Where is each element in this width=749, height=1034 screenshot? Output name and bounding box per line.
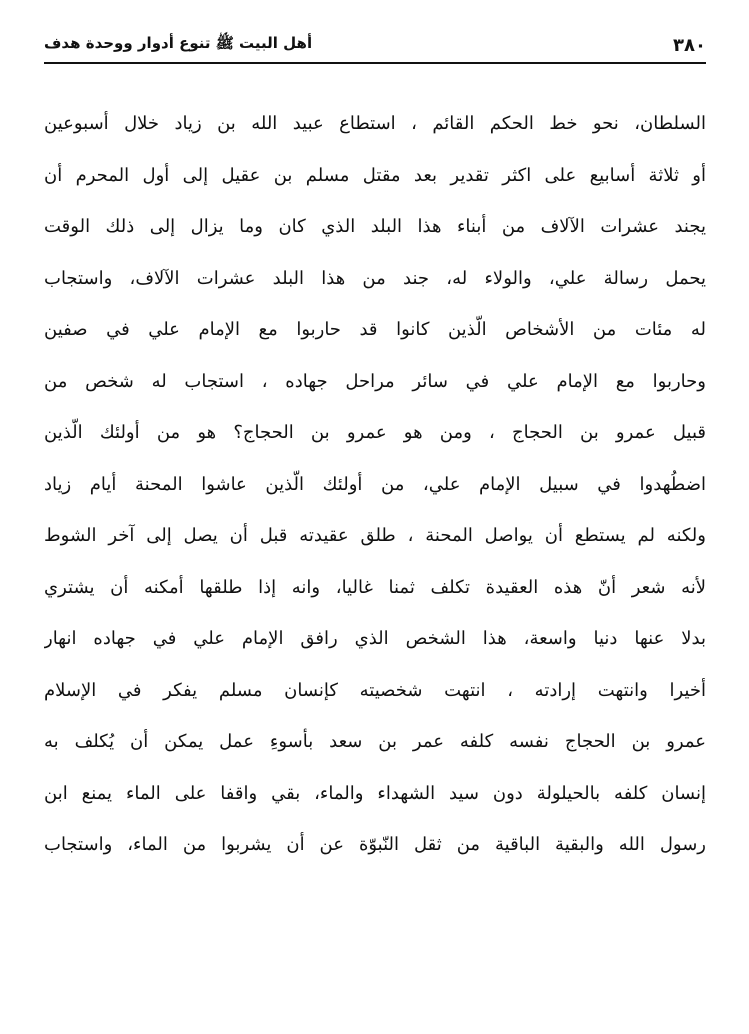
text-line: قبيل عمرو بن الحجاج ، ومن هو عمرو بن الحجاج؟ هو من أولئك الّذين (44, 422, 706, 443)
text-line: ولكنه لم يستطع أن يواصل المحنة ، طلق عقيدته قبل أن يصل إلى آخر الشوط (44, 525, 706, 546)
text-line: أخيرا وانتهت إرادته ، انتهت شخصيته كإنسان مسلم يفكر في الإسلام (44, 679, 706, 701)
page-number: ٣٨٠ (673, 34, 706, 56)
text-line: وحاربوا مع الإمام علي في سائر مراحل جهاده ، استجاب له شخص من (44, 370, 706, 392)
text-line: عمرو بن الحجاج نفسه كلفه عمر بن سعد بأسوءِ عمل يمكن أن يُكلف به (44, 731, 706, 752)
text-line: اضطُهدوا في سبيل الإمام علي، من أولئك الّذين عاشوا المحنة أيام زياد (44, 473, 706, 495)
text-line: رسول الله والبقية الباقية من ثقل النّبوّة عن أن يشربوا من الماء، واستجاب (44, 834, 706, 855)
running-title: أهل البيت ﷺ تنوع أدوار ووحدة هدف (44, 34, 313, 52)
text-line: يجند عشرات الآلاف من أبناء هذا البلد الذي كان وما يزال إلى ذلك الوقت (44, 216, 706, 237)
text-line: السلطان، نحو خط الحكم القائم ، استطاع عبيد الله بن زياد خلال أسبوعين (44, 113, 706, 134)
text-line: إنسان كلفه بالحيلولة دون سيد الشهداء والماء، بقي واقفا على الماء يمنع ابن (44, 782, 706, 804)
text-line: يحمل رسالة علي، والولاء له، جند من هذا البلد عشرات الآلاف، واستجاب (44, 267, 706, 289)
body-text (44, 98, 706, 871)
text-line: أو ثلاثة أسابيع على اكثر تقدير بعد مقتل مسلم بن عقيل إلى أول المحرم أن (44, 164, 706, 186)
header-divider (44, 62, 706, 64)
page-header (44, 28, 706, 62)
text-line: بدلا عنها دنيا واسعة، هذا الشخص الذي رافق الإمام علي في جهاده انهار (44, 628, 706, 649)
text-line: له مئات من الأشخاص الّذين كانوا قد حاربوا مع الإمام علي في صفين (44, 319, 706, 340)
text-line: لأنه شعر أنّ هذه العقيدة تكلف ثمنا غاليا، وانه إذا طلقها أمكنه أن يشتري (44, 576, 706, 598)
